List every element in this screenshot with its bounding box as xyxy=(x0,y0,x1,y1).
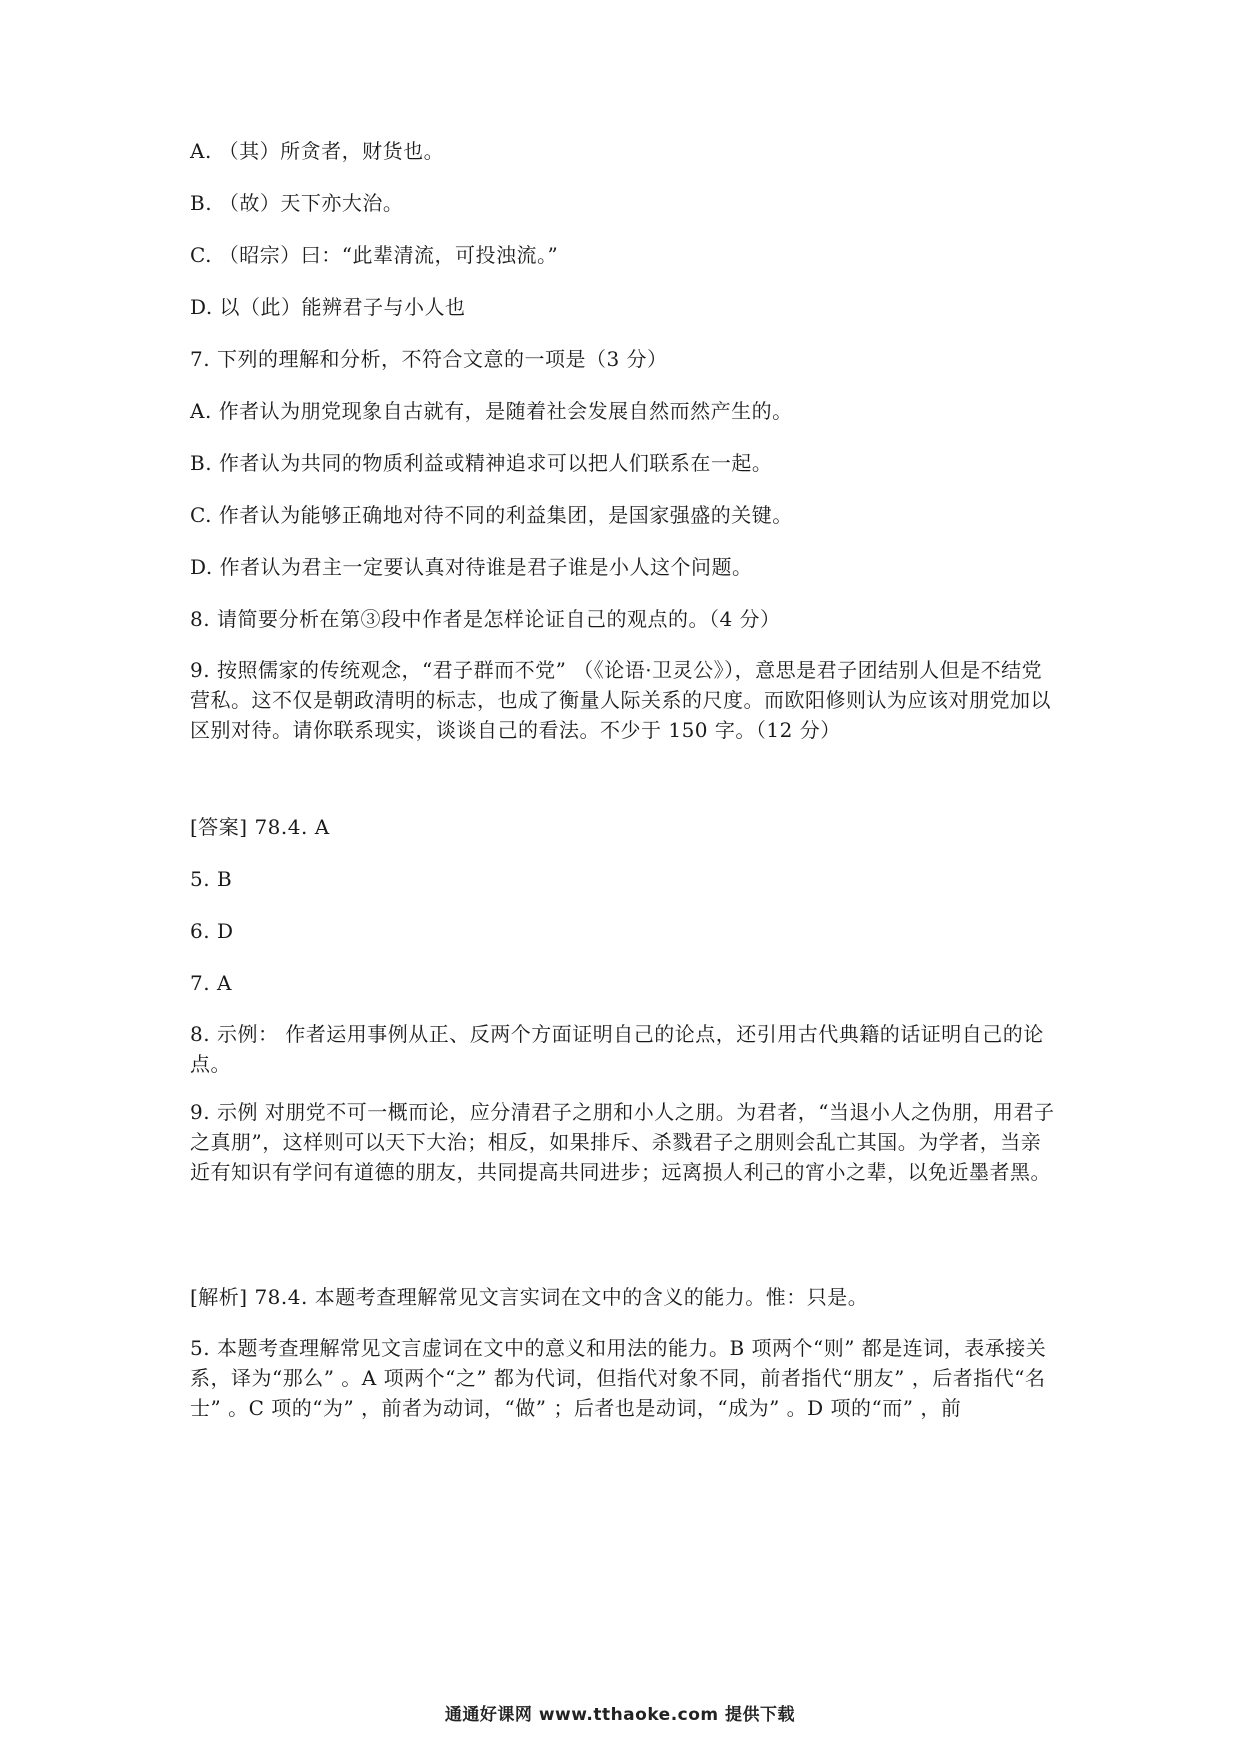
analysis-5: 5. 本题考查理解常见文言虚词在文中的意义和用法的能力。B 项两个“则” 都是连词，表承接关系，译为“那么” 。A 项两个“之” 都为代词，但指代对象不同，前者指代“朋友” ，后者指代“名士” 。C 项的“为” ，前者为动词，“做” ；后者也是动词，“成为” 。D 项的“而” ，前 xyxy=(190,1336,1047,1420)
answer-9: 9. 示例 对朋党不可一概而论，应分清君子之朋和小人之朋。为君者，“当退小人之伪朋，用君子之真朋”，这样则可以天下大治；相反，如果排斥、杀戮君子之朋则会乱亡其国。为学者，当亲近有知识有学问有道德的朋友，共同提高共同进步；远离损人利己的宵小之辈，以免近墨者黑。 xyxy=(190,1100,1055,1184)
q6-option-d: D. 以（此）能辨君子与小人也 xyxy=(190,295,466,319)
q8-stem: 8. 请简要分析在第③段中作者是怎样论证自己的观点的。（4 分） xyxy=(190,607,781,631)
q7-option-d: D. 作者认为君主一定要认真对待谁是君子谁是小人这个问题。 xyxy=(190,555,753,579)
q7-option-b: B. 作者认为共同的物质利益或精神追求可以把人们联系在一起。 xyxy=(190,451,773,475)
q6-option-c: C. （昭宗）曰：“此辈清流，可投浊流。” xyxy=(190,243,559,267)
q7-stem: 7. 下列的理解和分析，不符合文意的一项是（3 分） xyxy=(190,347,668,371)
q9-stem: 9. 按照儒家的传统观念，“君子群而不党” （《论语·卫灵公》），意思是君子团结别人但是不结党营私。这不仅是朝政清明的标志，也成了衡量人际关系的尺度。而欧阳修则认为应该对朋党加以区别对待。请你联系现实，谈谈自己的看法。不少于 150 字。（12 分） xyxy=(190,658,1051,742)
answer-5: 5. B xyxy=(190,867,233,891)
answer-7: 7. A xyxy=(190,971,232,995)
q7-option-a: A. 作者认为朋党现象自古就有，是随着社会发展自然而然产生的。 xyxy=(190,399,793,423)
analysis-heading: [解析] 78.4. 本题考查理解常见文言实词在文中的含义的能力。惟：只是。 xyxy=(190,1285,869,1309)
answer-heading: [答案] 78.4. A xyxy=(190,815,330,839)
answer-8: 8. 示例： 作者运用事例从正、反两个方面证明自己的论点，还引用古代典籍的话证明自己的论点。 xyxy=(190,1022,1044,1076)
q6-option-a: A. （其）所贪者，财货也。 xyxy=(190,139,445,163)
q6-option-b: B. （故）天下亦大治。 xyxy=(190,191,404,215)
q7-option-c: C. 作者认为能够正确地对待不同的利益集团，是国家强盛的关键。 xyxy=(190,503,793,527)
page-footer: 通通好课网 www.tthaoke.com 提供下载 xyxy=(444,1705,796,1725)
answer-6: 6. D xyxy=(190,919,234,943)
